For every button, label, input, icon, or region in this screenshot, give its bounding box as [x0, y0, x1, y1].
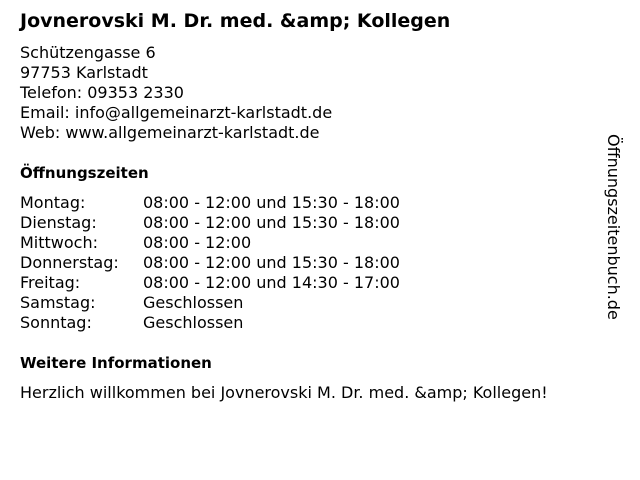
street-address: Schützengasse 6 — [20, 43, 156, 62]
opening-hours-heading: Öffnungszeiten — [20, 164, 149, 182]
hours-row-sunday — [20, 313, 400, 333]
email-address: Email: info@allgemeinarzt-karlstadt.de — [20, 103, 333, 122]
website-address: Web: www.allgemeinarzt-karlstadt.de — [20, 123, 320, 142]
day-label: Freitag: — [20, 273, 81, 292]
hours-row-wednesday — [20, 233, 400, 253]
hours-row-thursday — [20, 253, 400, 273]
hours-value: 08:00 - 12:00 — [143, 233, 252, 252]
hours-row-monday — [20, 193, 400, 213]
more-info-heading: Weitere Informationen — [20, 354, 212, 372]
phone-number: Telefon: 09353 2330 — [20, 83, 184, 102]
more-info-text: Herzlich willkommen bei Jovnerovski M. Dr. med. &amp; Kollegen! — [20, 383, 548, 402]
day-label: Dienstag: — [20, 213, 97, 232]
city-address: 97753 Karlstadt — [20, 63, 148, 82]
side-brand-watermark: Öffnungszeitenbuch.de — [604, 134, 623, 320]
hours-row-saturday — [20, 293, 400, 313]
hours-row-friday — [20, 273, 400, 293]
hours-value: Geschlossen — [143, 293, 244, 312]
page-title: Jovnerovski M. Dr. med. &amp; Kollegen — [20, 10, 451, 32]
day-label: Mittwoch: — [20, 233, 98, 252]
hours-value: 08:00 - 12:00 und 15:30 - 18:00 — [143, 253, 400, 272]
day-label: Samstag: — [20, 293, 96, 312]
hours-value: 08:00 - 12:00 und 15:30 - 18:00 — [143, 213, 400, 232]
contact-block — [20, 43, 332, 143]
hours-value: Geschlossen — [143, 313, 244, 332]
hours-value: 08:00 - 12:00 und 14:30 - 17:00 — [143, 273, 400, 292]
opening-hours-list — [20, 193, 400, 333]
day-label: Sonntag: — [20, 313, 92, 332]
day-label: Donnerstag: — [20, 253, 119, 272]
hours-row-tuesday — [20, 213, 400, 233]
day-label: Montag: — [20, 193, 86, 212]
hours-value: 08:00 - 12:00 und 15:30 - 18:00 — [143, 193, 400, 212]
